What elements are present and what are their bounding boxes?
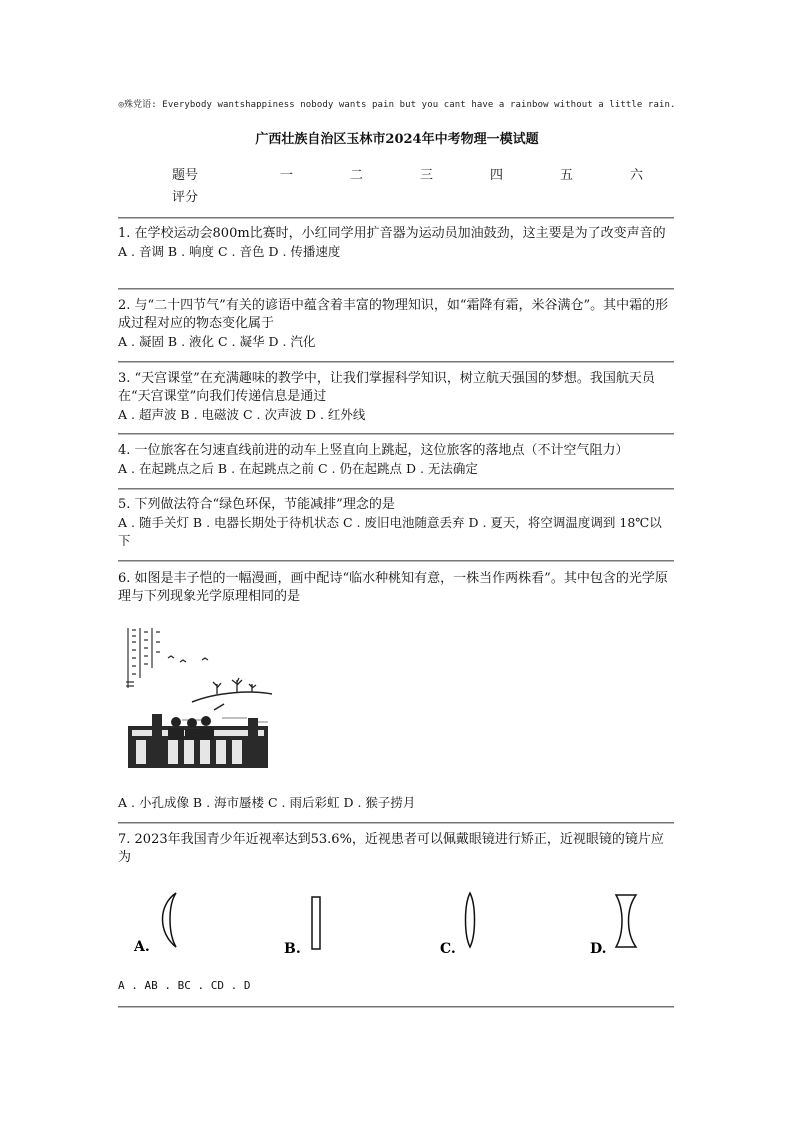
concave-lens-icon <box>616 895 636 947</box>
question-options <box>118 976 674 995</box>
question-6-options <box>118 794 674 812</box>
score-table-score-row <box>172 186 672 208</box>
divider-line <box>118 1006 674 1008</box>
divider-line <box>118 361 674 363</box>
question-1 <box>118 225 674 261</box>
question-5 <box>118 496 674 550</box>
score-col-5: 五 <box>560 168 574 183</box>
question-3 <box>118 370 674 424</box>
lens-label-b: B. <box>284 941 301 957</box>
divider-line <box>118 288 674 290</box>
question-text: 2. 与“二十四节气”有关的谚语中蕴含着丰富的物理知识，如“霜降有霜，米谷满仓”。其中霜的形成过程对应的物态变化属于 <box>118 298 669 331</box>
score-table <box>172 164 672 208</box>
divider-line <box>118 488 674 490</box>
convex-lens-icon <box>466 893 475 947</box>
question-6 <box>118 570 674 606</box>
question-options: A . 小孔成像 B . 海市蜃楼 C . 雨后彩虹 D . 猴子捞月 <box>118 795 416 810</box>
divider-line <box>118 560 674 562</box>
cartoon-illustration <box>122 622 274 774</box>
lens-label-d: D. <box>590 941 607 957</box>
cartoon-drawing <box>122 622 274 774</box>
score-col-1: 一 <box>280 168 294 183</box>
score-table-row1-label: 题号 <box>172 168 199 183</box>
divider-line <box>118 217 674 219</box>
score-table-header-row <box>172 164 672 186</box>
question-options: A . 凝固 B . 液化 C . 凝华 D . 汽化 <box>118 334 316 349</box>
question-options: A . 超声波 B . 电磁波 C . 次声波 D . 红外线 <box>118 407 366 422</box>
score-table-row2-label: 评分 <box>172 190 199 205</box>
question-text: 6. 如图是丰子恺的一幅漫画，画中配诗“临水种桃知有意，一株当作两株看”。其中包含的光学原理与下列现象光学原理相同的是 <box>118 571 668 604</box>
lens-label-c: C. <box>440 941 456 957</box>
question-options: A . 随手关灯 B . 电器长期处于待机状态 C . 废旧电池随意丢弃 D . 夏天，将空调温度调到 18℃以下 <box>118 515 662 548</box>
score-col-4: 四 <box>490 168 504 183</box>
question-4 <box>118 442 674 478</box>
question-text: 4. 一位旅客在匀速直线前进的动车上竖直向上跳起，这位旅客的落地点（不计空气阻力） <box>118 443 629 458</box>
lens-drawing <box>118 885 674 960</box>
page-title: 广西壮族自治区玉林市2024年中考物理一模试题 <box>255 132 539 147</box>
lens-label-a: A. <box>134 939 150 955</box>
score-col-3: 三 <box>420 168 434 183</box>
question-7-options <box>118 976 674 995</box>
question-2 <box>118 297 674 351</box>
question-options-text: A . AB . BC . CD . D <box>118 979 251 992</box>
question-text: 3. “天宫课堂”在充满趣味的教学中，让我们掌握科学知识，树立航天强国的梦想。我国航天员在“天宫课堂”向我们传递信息是通过 <box>118 371 655 404</box>
score-col-2: 二 <box>350 168 364 183</box>
flat-plate-lens-icon <box>312 897 320 949</box>
score-col-6: 六 <box>630 168 644 183</box>
meniscus-lens-icon <box>163 893 177 947</box>
question-text: 1. 在学校运动会800m比赛时，小红同学用扩音器为运动员加油鼓劲，这主要是为了改变声音的 <box>118 226 666 241</box>
lens-options-figure <box>118 885 674 960</box>
divider-line <box>118 822 674 824</box>
question-options: A . 音调 B . 响度 C . 音色 D . 传播速度 <box>118 244 341 259</box>
question-options: A . 在起跳点之后 B . 在起跳点之前 C . 仍在起跳点 D . 无法确定 <box>118 461 478 476</box>
divider-line <box>118 433 674 435</box>
question-text: 7. 2023年我国青少年近视率达到53.6%，近视患者可以佩戴眼镜进行矫正，近视眼镜的镜片应为 <box>118 832 664 865</box>
question-7 <box>118 831 674 867</box>
question-text: 5. 下列做法符合“绿色环保，节能减排”理念的是 <box>118 497 395 512</box>
header-motto: ◎殊党语: Everybody wantshappiness nobody wants pain but you cant have a rainbow without a little rain. <box>118 100 676 110</box>
